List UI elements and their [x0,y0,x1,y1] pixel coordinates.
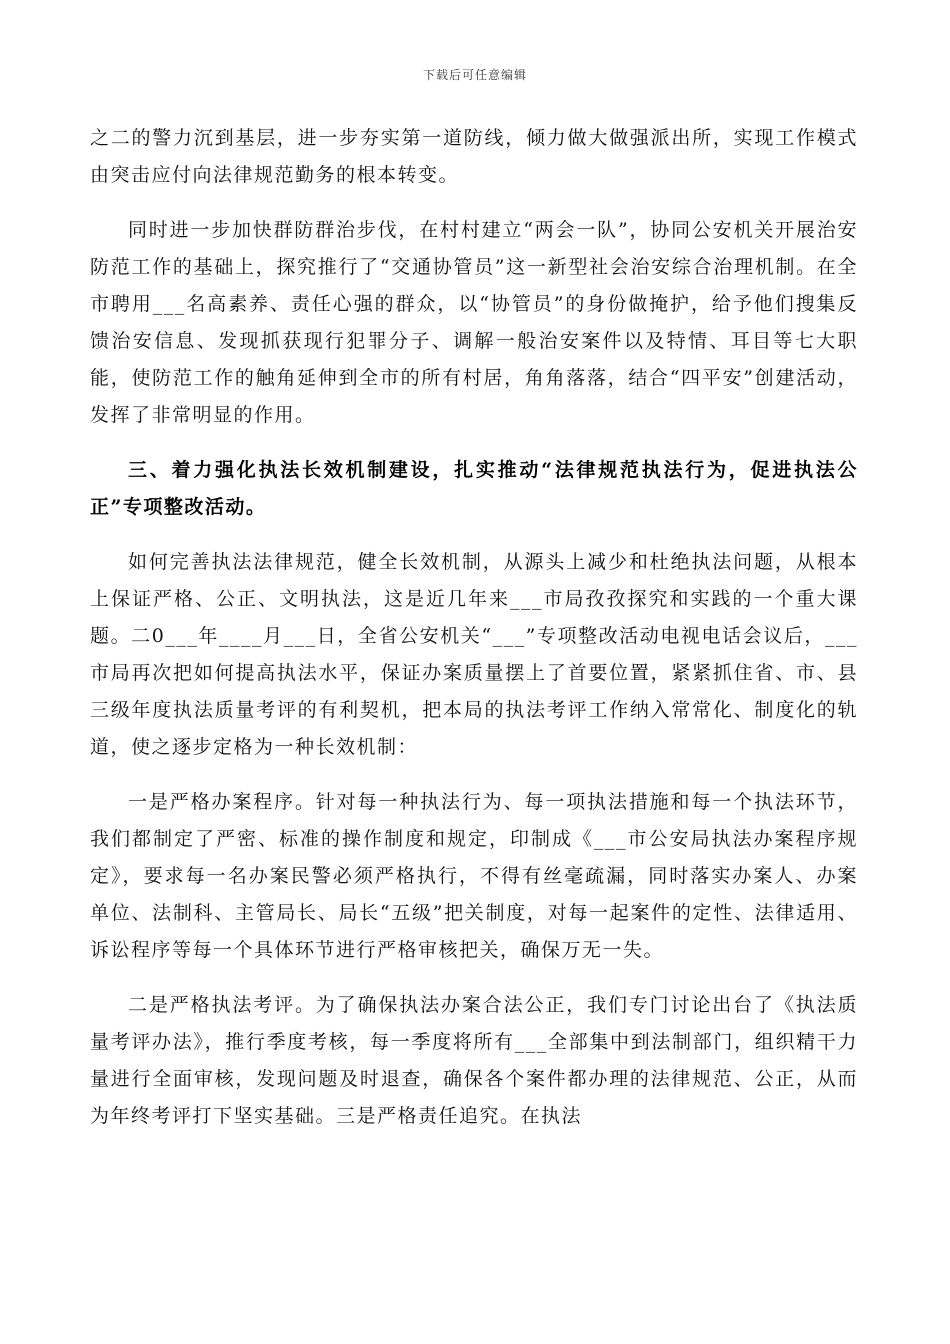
paragraph-mass-prevention: 同时进一步加快群防群治步伐，在村村建立“两会一队”，协同公安机关开展治安防范工作的基础上，探究推行了“交通协管员”这一新型社会治安综合治理机制。在全市聘用___名高素养、责任心强的群众，以“协管员”的身份做掩护，给予他们搜集反馈治安信息、发现抓获现行犯罪分子、调解一般治安案件以及特情、耳目等七大职能，使防范工作的触角延伸到全市的所有村居，角角落落，结合“四平安”创建活动，发挥了非常明显的作用。 [90,219,858,426]
paragraph-law-enforcement-mechanism: 如何完善执法法律规范，健全长效机制，从源头上减少和杜绝执法问题，从根本上保证严格、公正、文明执法，这是近几年来___市局孜孜探究和实践的一个重大课题。二0___年____月___日，全省公安机关“___”专项整改活动电视电话会议后，___市局再次把如何提高执法水平，保证办案质量摆上了首要位置，紧紧抓住省、市、县三级年度执法质量考评的有利契机，把本局的执法考评工作纳入常常化、制度化的轨道，使之逐步定格为一种长效机制： [90,551,858,758]
paragraph-strict-evaluation: 二是严格执法考评。为了确保执法办案合法公正，我们专门讨论出台了《执法质量考评办法》，推行季度考核，每一季度将所有___全部集中到法制部门，组织精干力量进行全面审核，发现问题及时退查，确保各个案件都办理的法律规范、公正，从而为年终考评打下坚实基础。三是严格责任追究。在执法 [90,994,858,1127]
section-heading-three: 三、着力强化执法长效机制建设，扎实推动“法律规范执法行为，促进执法公正”专项整改活动。 [90,459,858,518]
page-header-note: 下载后可任意编辑 [422,68,527,82]
paragraph-continuation: 之二的警力沉到基层，进一步夯实第一道防线，倾力做大做强派出所，实现工作模式由突击应付向法律规范勤务的根本转变。 [90,127,858,186]
paragraph-strict-procedure: 一是严格办案程序。针对每一种执法行为、每一项执法措施和每一个执法环节，我们都制定了严密、标准的操作制度和规定，印制成《___市公安局执法办案程序规定》，要求每一名办案民警必须严格执行，不得有丝毫疏漏，同时落实办案人、办案单位、法制科、主管局长、局长“五级”把关制度，对每一起案件的定性、法律适用、诉讼程序等每一个具体环节进行严格审核把关，确保万无一失。 [90,791,858,961]
document-body [90,120,858,1153]
